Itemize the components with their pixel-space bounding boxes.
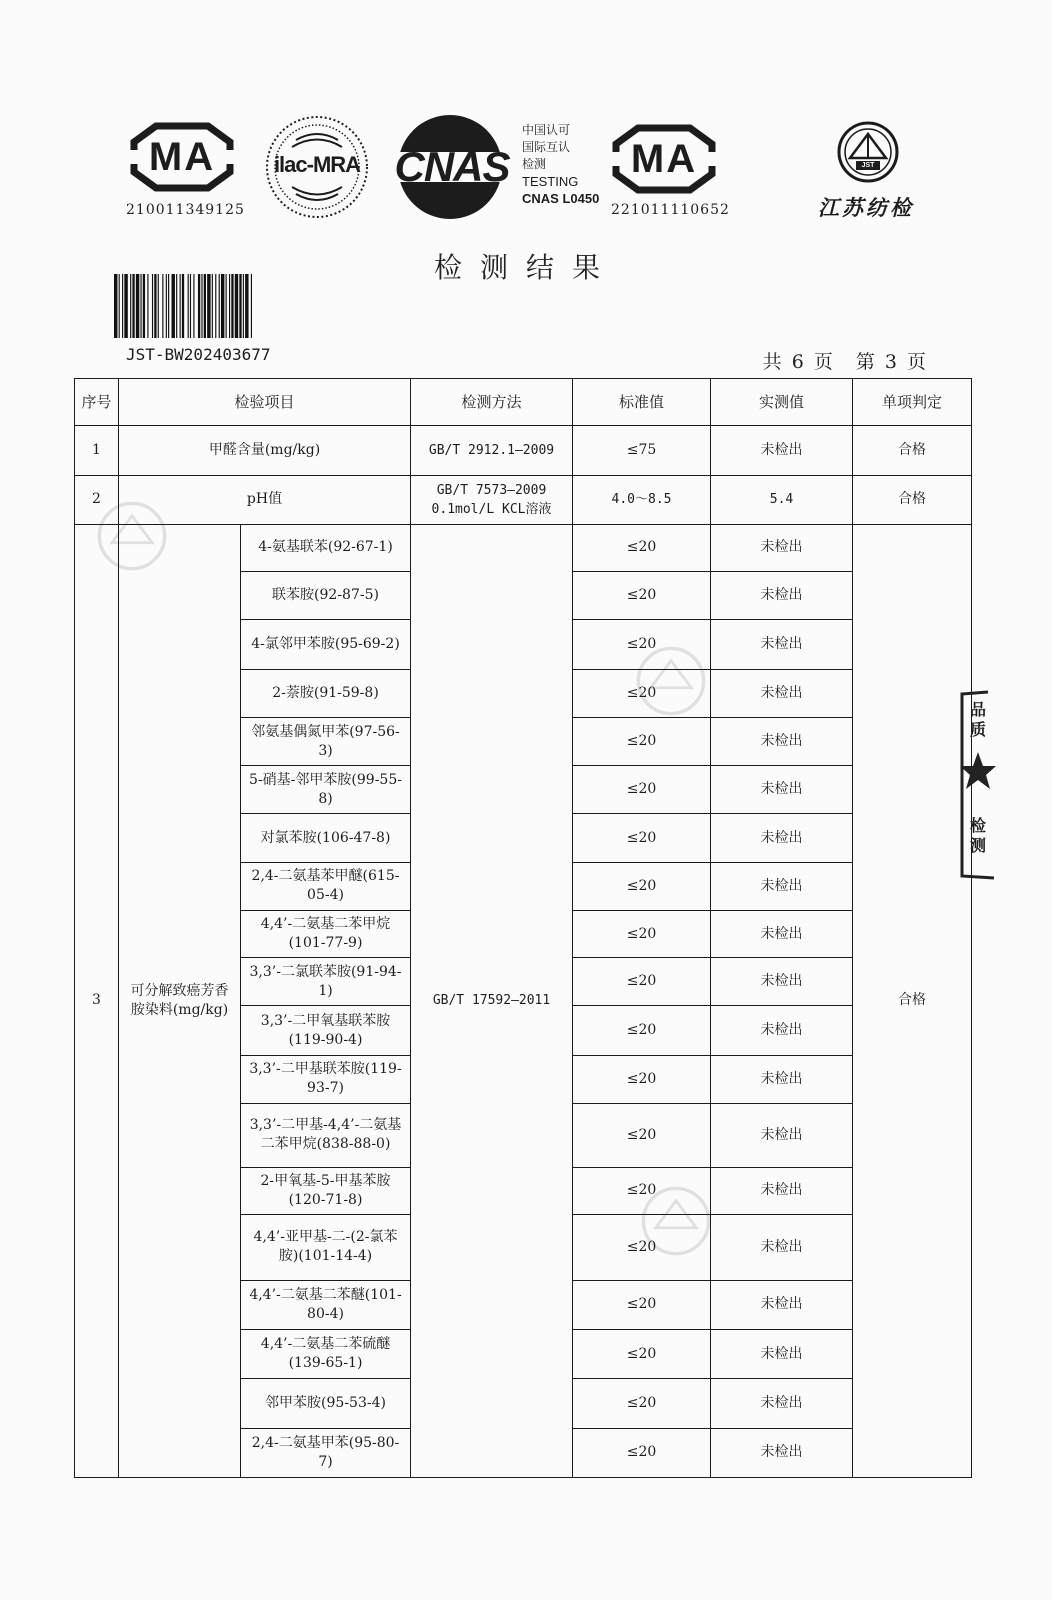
barcode-bar xyxy=(193,274,194,338)
group-no: 3 xyxy=(75,524,119,1477)
row-no: 1 xyxy=(75,426,119,475)
cma-logo-left xyxy=(126,122,238,192)
subitem-standard: ≤20 xyxy=(573,958,711,1006)
barcode-bar xyxy=(132,274,134,338)
jst-name: 江苏纺检 xyxy=(818,195,914,220)
subitem-measured: 未检出 xyxy=(711,1104,853,1168)
subitem-measured: 未检出 xyxy=(711,910,853,957)
cnas-text: CNAS xyxy=(394,143,510,190)
subitem-measured: 未检出 xyxy=(711,620,853,669)
cma-left-text: MA xyxy=(148,135,216,179)
cnas-logo xyxy=(388,112,518,222)
row-method xyxy=(411,475,573,524)
barcode-bar xyxy=(130,274,131,338)
subitem-standard: ≤20 xyxy=(573,910,711,957)
barcode-bar xyxy=(122,274,123,338)
barcode-bar xyxy=(180,274,181,338)
subitem-standard: ≤20 xyxy=(573,1379,711,1428)
barcode-bar xyxy=(114,274,117,338)
barcode-id: JST-BW202403677 xyxy=(126,345,271,364)
subitem-measured: 未检出 xyxy=(711,1167,853,1214)
barcode-bar xyxy=(162,274,163,338)
header-no: 序号 xyxy=(75,379,119,426)
subitem-name: 联苯胺(92-87-5) xyxy=(241,572,411,620)
table-row xyxy=(75,524,972,571)
subitem-name: 5-硝基-邻甲苯胺(99-55-8) xyxy=(241,766,411,814)
barcode-bar xyxy=(221,274,224,338)
jst-badge-text: JST xyxy=(861,162,875,169)
ilac-mra-logo xyxy=(262,112,372,222)
barcode-bar xyxy=(136,274,139,338)
subitem-name: 3,3’-二氯联苯胺(91-94-1) xyxy=(241,958,411,1006)
subitem-standard: ≤20 xyxy=(573,1329,711,1378)
barcode xyxy=(114,274,340,338)
table-header-row xyxy=(75,379,972,426)
header-measured: 实测值 xyxy=(711,379,853,426)
subitem-name: 2,4-二氨基苯甲醚(615-05-4) xyxy=(241,862,411,910)
subitem-name: 对氯苯胺(106-47-8) xyxy=(241,814,411,862)
group-category: 可分解致癌芳香胺染料(mg/kg) xyxy=(119,524,241,1477)
subitem-standard: ≤20 xyxy=(573,620,711,669)
cma-right-number: 221011110652 xyxy=(611,202,730,218)
barcode-bar xyxy=(215,274,216,338)
subitem-measured: 未检出 xyxy=(711,1280,853,1329)
barcode-bar xyxy=(201,274,202,338)
group-judgment: 合格 xyxy=(853,524,972,1477)
subitem-measured: 未检出 xyxy=(711,669,853,717)
subitem-measured: 未检出 xyxy=(711,814,853,862)
subitem-name: 4-氨基联苯(92-67-1) xyxy=(241,524,411,571)
barcode-bar xyxy=(119,274,120,338)
subitem-standard: ≤20 xyxy=(573,717,711,765)
row-method-line-1: GB/T 7573—2009 xyxy=(436,482,547,498)
barcode-bar xyxy=(198,274,200,338)
barcode-bar xyxy=(143,274,145,338)
page-indicator: 共 6 页 第 3 页 xyxy=(762,351,928,373)
barcode-bar xyxy=(243,274,244,338)
barcode-bar xyxy=(231,274,233,338)
row-no: 2 xyxy=(75,475,119,524)
subitem-measured: 未检出 xyxy=(711,1379,853,1428)
cma-logo-right xyxy=(608,124,720,194)
barcode-bar xyxy=(251,274,252,338)
report-title: 检测结果 xyxy=(433,251,618,284)
subitem-measured: 未检出 xyxy=(711,1006,853,1055)
ilac-mra-text: ilac-MRA xyxy=(273,152,361,177)
subitem-standard: ≤20 xyxy=(573,814,711,862)
subitem-measured: 未检出 xyxy=(711,766,853,814)
cnas-cn-line-2: 国际互认 xyxy=(522,140,571,154)
subitem-standard: ≤20 xyxy=(573,862,711,910)
header-method: 检测方法 xyxy=(411,379,573,426)
subitem-name: 4,4’-二氨基二苯醚(101-80-4) xyxy=(241,1280,411,1329)
subitem-measured: 未检出 xyxy=(711,1428,853,1477)
subitem-name: 邻氨基偶氮甲苯(97-56-3) xyxy=(241,717,411,765)
subitem-name: 2,4-二氨基甲苯(95-80-7) xyxy=(241,1428,411,1477)
side-seal-bottom: 检测 xyxy=(969,816,986,855)
subitem-name: 邻甲苯胺(95-53-4) xyxy=(241,1379,411,1428)
subitem-measured: 未检出 xyxy=(711,1055,853,1103)
subitem-standard: ≤20 xyxy=(573,669,711,717)
barcode-bar xyxy=(147,274,148,338)
subitem-standard: ≤20 xyxy=(573,1428,711,1477)
subitem-standard: ≤20 xyxy=(573,1055,711,1103)
aromatic-amine-group xyxy=(75,524,972,1477)
barcode-bar xyxy=(204,274,206,338)
barcode-bar xyxy=(235,274,238,338)
subitem-measured: 未检出 xyxy=(711,524,853,571)
barcode-bar xyxy=(124,274,127,338)
row-standard: ≤75 xyxy=(573,426,711,475)
table-row xyxy=(75,475,972,524)
group-method: GB/T 17592—2011 xyxy=(411,524,573,1477)
table-row xyxy=(75,426,972,475)
subitem-name: 4,4’-二氨基二苯硫醚(139-65-1) xyxy=(241,1329,411,1378)
subitem-name: 4,4’-亚甲基-二-(2-氯苯胺)(101-14-4) xyxy=(241,1214,411,1280)
barcode-bar xyxy=(158,274,159,338)
barcode-bar xyxy=(219,274,220,338)
barcode-bar xyxy=(154,274,156,338)
row-measured: 未检出 xyxy=(711,426,853,475)
subitem-standard: ≤20 xyxy=(573,524,711,571)
subitem-measured: 未检出 xyxy=(711,1329,853,1378)
barcode-bar xyxy=(212,274,213,338)
cnas-cn-line-3: 检测 xyxy=(522,157,547,171)
subitem-name: 4-氯邻甲苯胺(95-69-2) xyxy=(241,620,411,669)
subitem-standard: ≤20 xyxy=(573,1167,711,1214)
barcode-bar xyxy=(229,274,230,338)
header-item: 检验项目 xyxy=(119,379,411,426)
row-method-line-2: 0.1mol/L KCL溶液 xyxy=(431,501,552,517)
barcode-bar xyxy=(190,274,191,338)
row-judgment: 合格 xyxy=(853,426,972,475)
subitem-name: 2-甲氧基-5-甲基苯胺(120-71-8) xyxy=(241,1167,411,1214)
cma-right-text: MA xyxy=(630,137,698,181)
row-method: GB/T 2912.1—2009 xyxy=(411,426,573,475)
barcode-bar xyxy=(239,274,241,338)
subitem-measured: 未检出 xyxy=(711,572,853,620)
side-seal xyxy=(960,690,996,880)
jst-logo xyxy=(836,120,900,184)
row-item: pH值 xyxy=(119,475,411,524)
barcode-bar xyxy=(176,274,177,338)
subitem-standard: ≤20 xyxy=(573,1006,711,1055)
subitem-measured: 未检出 xyxy=(711,717,853,765)
subitem-name: 3,3’-二甲氧基联苯胺(119-90-4) xyxy=(241,1006,411,1055)
subitem-name: 2-萘胺(91-59-8) xyxy=(241,669,411,717)
subitem-measured: 未检出 xyxy=(711,1214,853,1280)
barcode-bar xyxy=(172,274,175,338)
barcode-bar xyxy=(188,274,189,338)
row-item: 甲醛含量(mg/kg) xyxy=(119,426,411,475)
side-seal-top: 品质 xyxy=(969,700,986,739)
subitem-standard: ≤20 xyxy=(573,572,711,620)
subitem-name: 4,4’-二氨基二苯甲烷(101-77-9) xyxy=(241,910,411,957)
row-standard: 4.0～8.5 xyxy=(573,475,711,524)
cnas-en-line: TESTING xyxy=(522,174,579,189)
cnas-cn-line-1: 中国认可 xyxy=(522,123,571,137)
results-table xyxy=(74,378,972,1478)
subitem-measured: 未检出 xyxy=(711,862,853,910)
barcode-bar xyxy=(207,274,210,338)
row-judgment: 合格 xyxy=(853,475,972,524)
subitem-standard: ≤20 xyxy=(573,766,711,814)
row-measured: 5.4 xyxy=(711,475,853,524)
subitem-standard: ≤20 xyxy=(573,1104,711,1168)
barcode-bar xyxy=(168,274,169,338)
subitem-measured: 未检出 xyxy=(711,958,853,1006)
cnas-code: CNAS L0450 xyxy=(522,191,600,206)
barcode-bar xyxy=(140,274,141,338)
subitem-standard: ≤20 xyxy=(573,1280,711,1329)
barcode-bar xyxy=(182,274,184,338)
header-judgment: 单项判定 xyxy=(853,379,972,426)
barcode-bar xyxy=(226,274,227,338)
subitem-name: 3,3’-二甲基联苯胺(119-93-7) xyxy=(241,1055,411,1103)
subitem-standard: ≤20 xyxy=(573,1214,711,1280)
barcode-bar xyxy=(152,274,153,338)
cnas-caption xyxy=(522,122,599,207)
header-standard: 标准值 xyxy=(573,379,711,426)
barcode-bar xyxy=(166,274,167,338)
subitem-name: 3,3’-二甲基-4,4’-二氨基二苯甲烷(838-88-0) xyxy=(241,1104,411,1168)
barcode-bar xyxy=(245,274,248,338)
cma-left-number: 210011349125 xyxy=(126,202,245,218)
